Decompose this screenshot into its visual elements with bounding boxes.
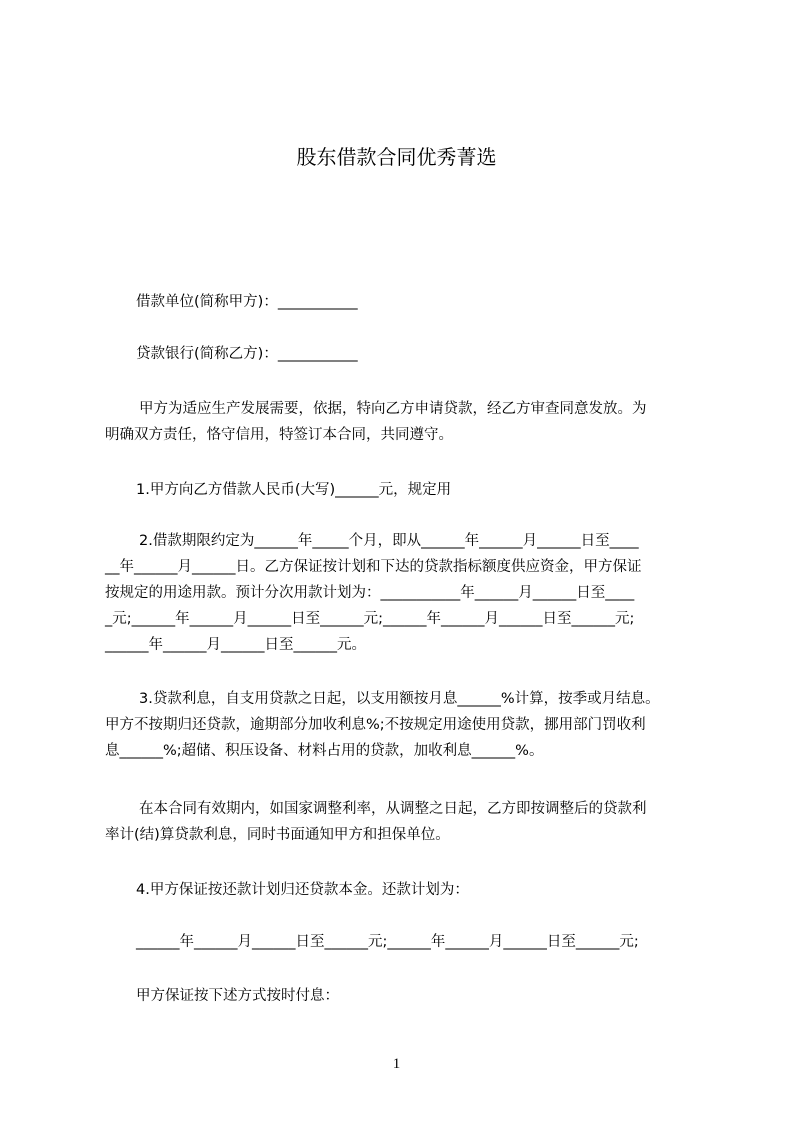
rate-change-line-1: 在本合同有效期内，如国家调整利率，从调整之日起，乙方即按调整后的贷款利 [139, 801, 647, 817]
clause-2 [105, 528, 699, 658]
document-title: 股东借款合同优秀菁选 [296, 145, 497, 169]
clause-2-line-2: __年______月______日。乙方保证按计划和下达的贷款指标额度供应资金，甲方保证 [105, 559, 642, 575]
clause-2-line-4: _元;______年______月______日至______元;______年______月______日至______元; [105, 611, 635, 627]
clause-2-line-5: ______年______月______日至______元。 [105, 637, 366, 653]
clause-3-line-1: 3.贷款利息，自支用贷款之日起，以支用额按月息______%计算，按季或月结息。 [139, 691, 660, 707]
intro-paragraph [105, 396, 699, 448]
page-number: 1 [392, 1056, 401, 1072]
intro-line-1: 甲方为适应生产发展需要，依据，特向乙方申请贷款，经乙方审查同意发放。为 [139, 401, 647, 417]
interest-method: 甲方保证按下述方式按时付息： [136, 988, 339, 1004]
lender-line: 贷款银行(简称乙方)：___________ [136, 346, 358, 362]
rate-change-paragraph [105, 796, 699, 848]
borrower-line: 借款单位(简称甲方)：___________ [136, 294, 358, 310]
clause-3-line-2: 甲方不按期归还贷款，逾期部分加收利息%;不按规定用途使用贷款，挪用部门罚收利 [105, 717, 646, 733]
rate-change-line-2: 率计(结)算贷款利息，同时书面通知甲方和担保单位。 [105, 827, 450, 843]
clause-3 [105, 686, 699, 764]
clause-2-line-3: 按规定的用途用款。预计分次用款计划为：___________年______月______日至____ [105, 585, 635, 601]
clause-2-line-1: 2.借款期限约定为______年_____个月，即从______年______月______日至____ [139, 533, 639, 549]
intro-line-2: 明确双方责任，恪守信用，特签订本合同，共同遵守。 [105, 427, 453, 443]
clause-3-line-3: 息______%;超储、积压设备、材料占用的贷款，加收利息______%。 [105, 743, 544, 759]
repay-schedule: ______年______月______日至______元;______年______月______日至______元; [136, 934, 639, 950]
clause-4: 4.甲方保证按还款计划归还贷款本金。还款计划为： [136, 882, 469, 898]
clause-1: 1.甲方向乙方借款人民币(大写)______元，规定用 [136, 482, 452, 498]
